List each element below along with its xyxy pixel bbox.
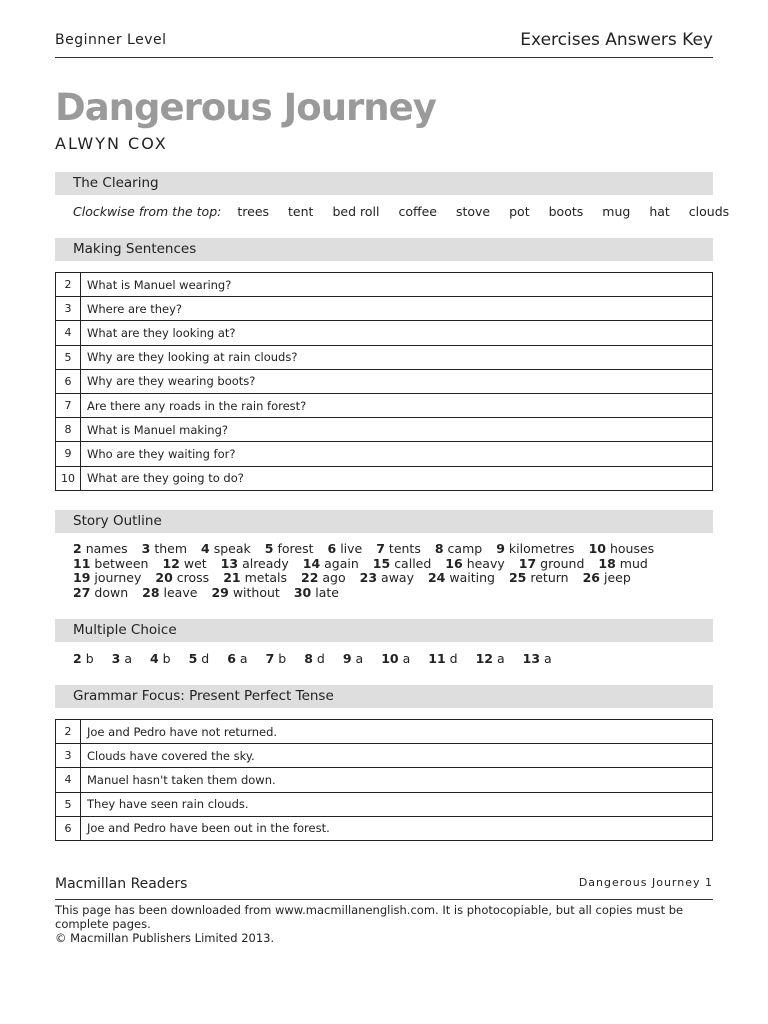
item-answer: ground [540, 555, 585, 571]
outline-item [509, 571, 569, 586]
item-answer: leave [163, 584, 198, 600]
item-answer: b [85, 651, 94, 666]
clearing-lead: Clockwise from the top: [73, 204, 222, 219]
page-header [55, 28, 713, 58]
item-answer: journey [94, 570, 142, 586]
row-text: Who are they waiting for? [81, 442, 713, 466]
row-text: What is Manuel wearing? [81, 273, 713, 297]
outline-item [583, 571, 631, 586]
row-number: 5 [56, 345, 81, 369]
footer-divider [55, 899, 713, 900]
item-number: 28 [142, 584, 160, 600]
item-answer: ago [322, 570, 346, 586]
item-answer: houses [609, 541, 655, 556]
outline-item [373, 557, 432, 572]
item-number: 8 [434, 541, 444, 556]
outline-item [162, 557, 206, 572]
item-answer: again [324, 555, 359, 571]
item-answer: a [496, 651, 505, 666]
clearing-word: hat [649, 204, 670, 219]
item-answer: b [278, 651, 287, 666]
item-number: 23 [359, 570, 378, 586]
item-answer: between [94, 555, 149, 571]
item-answer: camp [447, 541, 483, 556]
section-heading-grammar: Grammar Focus: Present Perfect Tense [55, 685, 713, 708]
item-answer: names [85, 541, 128, 556]
item-number: 13 [220, 555, 239, 571]
outline-line [73, 542, 713, 557]
item-number: 17 [518, 555, 537, 571]
item-answer: late [315, 584, 339, 600]
clearing-word: clouds [688, 204, 730, 219]
mc-item [523, 651, 552, 666]
making-sentences-table [55, 272, 713, 491]
item-number: 27 [73, 584, 91, 600]
outline-item [294, 586, 339, 601]
section-heading-story-outline: Story Outline [55, 510, 713, 533]
item-answer: d [201, 651, 210, 666]
mc-item [428, 651, 457, 666]
item-number: 5 [188, 651, 198, 666]
outline-item [301, 571, 346, 586]
outline-item [265, 542, 314, 557]
item-number: 8 [304, 651, 313, 666]
level-label: Beginner Level [55, 32, 167, 48]
row-number: 6 [56, 369, 81, 393]
item-number: 7 [376, 541, 385, 556]
clearing-answers [73, 204, 748, 219]
item-answer: waiting [449, 570, 495, 586]
item-answer: a [355, 651, 364, 666]
table-row [56, 768, 713, 792]
row-number: 7 [56, 393, 81, 417]
row-number: 2 [56, 273, 81, 297]
row-text: Are there any roads in the rain forest? [81, 393, 713, 417]
item-answer: down [94, 584, 129, 600]
outline-item [376, 542, 421, 557]
table-row [56, 466, 713, 490]
item-number: 3 [111, 651, 121, 666]
outline-line [73, 571, 713, 586]
item-answer: live [340, 541, 363, 556]
row-number: 3 [56, 297, 81, 321]
item-number: 11 [428, 651, 446, 666]
mc-item [381, 651, 410, 666]
item-number: 29 [211, 584, 229, 600]
mc-item [73, 651, 94, 666]
table-row [56, 321, 713, 345]
row-number: 6 [56, 816, 81, 840]
row-number: 9 [56, 442, 81, 466]
outline-item [445, 557, 504, 572]
row-number: 8 [56, 418, 81, 442]
item-number: 30 [293, 584, 312, 600]
item-number: 25 [508, 570, 527, 586]
clearing-word: trees [237, 204, 270, 219]
outline-line [73, 586, 713, 601]
item-answer: tents [388, 541, 421, 556]
story-outline-answers [73, 542, 713, 600]
item-answer: d [449, 651, 458, 666]
row-text: What is Manuel making? [81, 418, 713, 442]
row-text: Where are they? [81, 297, 713, 321]
footer-note [55, 903, 735, 945]
clearing-word: pot [509, 204, 530, 219]
table-row [56, 418, 713, 442]
item-number: 6 [227, 651, 236, 666]
mc-item [189, 651, 210, 666]
clearing-word: coffee [398, 204, 437, 219]
row-number: 2 [56, 720, 81, 744]
item-answer: d [316, 651, 325, 666]
table-row [56, 442, 713, 466]
item-number: 13 [522, 651, 541, 666]
footer-page-label: Dangerous Journey 1 [578, 876, 713, 889]
outline-item [598, 557, 647, 572]
row-text: Manuel hasn't taken them down. [81, 768, 713, 792]
outline-item [142, 586, 197, 601]
section-heading-clearing: The Clearing [55, 172, 713, 195]
item-number: 4 [149, 651, 159, 666]
outline-item [303, 557, 359, 572]
row-number: 10 [56, 466, 81, 490]
row-number: 3 [56, 744, 81, 768]
outline-item [589, 542, 655, 557]
section-heading-making-sentences: Making Sentences [55, 238, 713, 261]
outline-item [73, 586, 128, 601]
clearing-word: boots [548, 204, 584, 219]
item-number: 21 [223, 570, 241, 586]
item-number: 12 [162, 555, 180, 571]
outline-item [142, 542, 187, 557]
item-number: 24 [427, 570, 446, 586]
item-number: 12 [475, 651, 493, 666]
item-answer: mud [619, 555, 648, 571]
row-text: What are they going to do? [81, 466, 713, 490]
item-answer: forest [277, 541, 314, 556]
item-number: 15 [372, 555, 391, 571]
outline-item [73, 571, 141, 586]
item-answer: jeep [603, 570, 631, 586]
outline-item [519, 557, 585, 572]
item-answer: heavy [466, 555, 505, 571]
mc-item [112, 651, 132, 666]
mc-item [266, 651, 287, 666]
row-text: They have seen rain clouds. [81, 792, 713, 816]
item-number: 6 [327, 541, 337, 556]
item-number: 22 [301, 570, 319, 586]
item-answer: metals [244, 570, 287, 586]
item-answer: them [154, 541, 188, 556]
clearing-word: stove [455, 204, 491, 219]
outline-item [73, 557, 148, 572]
item-answer: away [381, 570, 414, 586]
table-row [56, 744, 713, 768]
item-number: 2 [73, 651, 82, 666]
outline-item [155, 571, 209, 586]
table-row [56, 393, 713, 417]
table-row [56, 720, 713, 744]
answers-key-label: Exercises Answers Key [520, 30, 713, 50]
item-answer: kilometres [508, 541, 575, 556]
item-number: 18 [598, 555, 616, 571]
row-text: Why are they looking at rain clouds? [81, 345, 713, 369]
mc-item [343, 651, 363, 666]
item-answer: already [242, 555, 289, 571]
row-text: Joe and Pedro have not returned. [81, 720, 713, 744]
mc-item [150, 651, 171, 666]
clearing-word: bed roll [332, 204, 380, 219]
row-text: Clouds have covered the sky. [81, 744, 713, 768]
outline-item [435, 542, 482, 557]
item-answer: a [124, 651, 132, 666]
table-row [56, 816, 713, 840]
footer-copyright: © Macmillan Publishers Limited 2013. [55, 931, 275, 945]
item-answer: without [232, 584, 280, 600]
outline-line [73, 557, 713, 572]
outline-item [328, 542, 363, 557]
outline-item [211, 586, 279, 601]
clearing-word: tent [288, 204, 314, 219]
item-answer: a [402, 651, 411, 666]
table-row [56, 297, 713, 321]
item-answer: cross [176, 570, 210, 586]
item-number: 3 [141, 541, 151, 556]
outline-item [360, 571, 414, 586]
outline-item [223, 571, 287, 586]
item-number: 10 [588, 541, 606, 556]
footer-note-line: This page has been downloaded from www.macmillanenglish.com. It is photocopiable, but all copies must be complete pages. [55, 903, 684, 931]
clearing-word: mug [602, 204, 631, 219]
item-number: 9 [342, 651, 352, 666]
item-answer: b [162, 651, 171, 666]
item-number: 5 [264, 541, 274, 556]
table-row [56, 273, 713, 297]
outline-item [221, 557, 289, 572]
table-row [56, 792, 713, 816]
table-row [56, 345, 713, 369]
outline-item [496, 542, 574, 557]
row-number: 5 [56, 792, 81, 816]
row-number: 4 [56, 321, 81, 345]
outline-item [201, 542, 251, 557]
item-number: 2 [73, 541, 82, 556]
outline-item [73, 542, 128, 557]
item-number: 20 [155, 570, 173, 586]
item-answer: called [394, 555, 432, 571]
author-name: ALWYN COX [55, 134, 168, 153]
table-row [56, 369, 713, 393]
item-answer: a [239, 651, 248, 666]
item-number: 19 [73, 570, 91, 586]
item-number: 7 [265, 651, 275, 666]
grammar-table [55, 719, 713, 841]
item-number: 4 [201, 541, 210, 556]
item-number: 26 [582, 570, 600, 586]
row-number: 4 [56, 768, 81, 792]
item-number: 10 [381, 651, 399, 666]
multiple-choice-answers [73, 651, 570, 666]
item-answer: return [530, 570, 569, 586]
mc-item [227, 651, 247, 666]
section-heading-multiple-choice: Multiple Choice [55, 619, 713, 642]
item-number: 11 [73, 555, 91, 571]
item-number: 9 [496, 541, 505, 556]
item-answer: speak [213, 541, 251, 556]
footer-brand: Macmillan Readers [55, 876, 188, 892]
item-answer: wet [183, 555, 207, 571]
mc-item [476, 651, 505, 666]
item-number: 14 [302, 555, 321, 571]
row-text: Why are they wearing boots? [81, 369, 713, 393]
mc-item [304, 651, 325, 666]
outline-item [428, 571, 495, 586]
item-answer: a [544, 651, 552, 666]
row-text: What are they looking at? [81, 321, 713, 345]
page-title: Dangerous Journey [55, 86, 436, 129]
item-number: 16 [445, 555, 463, 571]
row-text: Joe and Pedro have been out in the forest. [81, 816, 713, 840]
